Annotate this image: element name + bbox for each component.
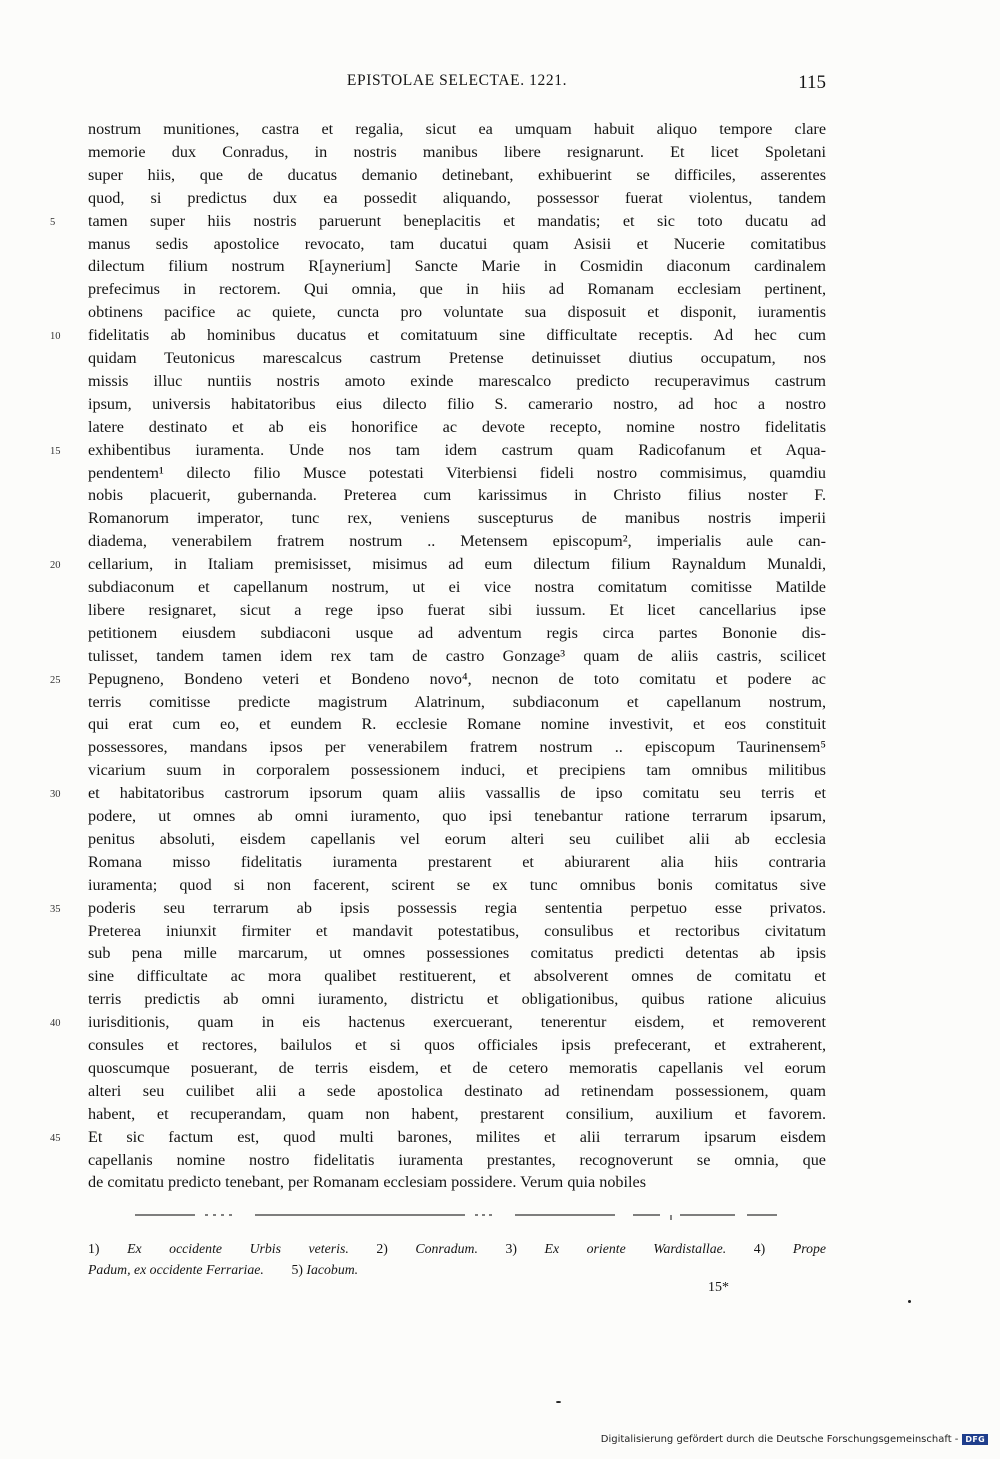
speck [908,1300,911,1303]
dfg-logo: DFG [962,1434,988,1445]
text-line: qui erat cum eo, et eundem R. ecclesie Romane nomine investivit, et eos constituit [88,715,826,734]
text-line: possessores, mandans ipsos per venerabilem fratrem nostrum .. episcopum Taurinensem⁵ [88,738,826,757]
text-line: subdiaconum et capellanum nostrum, ut ei vice nostra comitatum comitisse Matilde [88,578,826,596]
text-line: penitus absoluti, eisdem capellanis vel eorum alteri seu cuilibet alii ab ecclesia [88,829,826,848]
text-line: diadema, venerabilem fratrem nostrum .. Metensem episcopum², imperialis aule can- [88,532,826,551]
footnote-5: 5) Iacobum. [291,1262,359,1277]
text-line: quoscumque posuerant, de terris eisdem, et de cetero memoratis capellanis vel eorum [88,1058,826,1077]
text-line: libere resignaret, sicut a rege ipso fuerat sibi iussum. Et licet cancellarius ipse [88,600,826,619]
text-line: Romana misso fidelitatis iuramenta prestarent et abiurarent alia hiis contraria [88,852,826,871]
text-line: Pepugneno, Bondeno veteri et Bondeno novo⁴, necnon de toto comitatu et podere ac [88,669,826,688]
text-line: nobis placuerit, gubernanda. Preterea cum karissimus in Christo filius noster F. [88,486,826,505]
text-line: cellarium, in Italiam premisisset, misimus ad eum dilectum filium Raynaldum Munaldi, [88,555,826,574]
text-line: poderis seu terrarum ab ipsis possessis regia sententia perpetuo esse privatos. [88,898,826,917]
line-number: 10 [50,331,61,343]
line-number: 40 [50,1018,61,1030]
text-line: prefecimus in rectorem. Qui omnia, que in hiis ad Romanam ecclesiam pertinent, [88,280,826,299]
text-line: exhibentibus iuramenta. Unde nos tam idem castrum quam Radicofanum et Aqua- [88,440,826,459]
footnote-4: 4) Prope [753,1241,827,1256]
footnote-2: 2) Conradum. [376,1241,478,1256]
footnotes-line-2 [88,1260,826,1280]
text-line: sine difficultate ac mora qualibet restituerent, et absolverent omnes de comitatu et [88,967,826,986]
signature-mark: 15* [708,1280,729,1295]
line-number: 15 [50,445,61,457]
text-line: iurisditionis, quam in eis hactenus exercuerant, tenerentur eisdem, et removerent [88,1013,826,1032]
text-line: pendentem¹ dilecto filio Musce potestati Viterbiensi fideli nostro commisimus, quamdiu [88,463,826,482]
text-line: sub pena mille marcarum, ut omnes possessiones comitatus predicti detentas ab ipsis [88,944,826,963]
text-line: petitionem eiusdem subdiaconi usque ad adventum regis circa partes Bononie dis- [88,623,826,642]
credit-text: Digitalisierung gefördert durch die Deutsche Forschungsgemeinschaft - [600,1434,959,1445]
text-line: tamen super hiis nostris paruerunt beneplacitis et mandatis; et sic toto ducatu ad [88,211,826,230]
text-line: nostrum munitiones, castra et regalia, sicut ea umquam habuit aliquo tempore clare [88,120,826,138]
text-line: alteri seu cuilibet alii a sede apostolica destinato ad retinendam possessionem, quam [88,1081,826,1100]
footnotes-line-1 [88,1239,826,1259]
running-title: EPISTOLAE SELECTAE. 1221. [346,72,568,89]
text-line: capellanis nomine nostro fidelitatis iuramenta prestantes, recognoverunt se omnia, que [88,1150,826,1169]
digitization-credit [601,1434,988,1445]
line-number: 25 [50,674,61,686]
text-line: habent, et recuperandam, quam non habent, prestarent consilium, auxilium et favorem. [88,1104,826,1123]
text-line: manus sedis apostolice revocato, tam ducatui quam Asisii et Nucerie comitatibus [88,234,826,253]
text-line: dilectum filium nostrum R[aynerium] Sancte Marie in Cosmidin diaconum cardinalem [88,257,826,276]
text-line: tulisset, tandem tamen idem rex tam de castro Gonzage³ quam de aliis castris, scilicet [88,646,826,665]
text-line: memorie dux Conradus, in nostris manibus libere resignarunt. Et licet Spoletani [88,142,826,161]
footnote-1: 1) Ex occidente Urbis veteris. [88,1241,349,1256]
text-line: terris predictis ab omni iuramento, districtu et obligationibus, quibus ratione alicuius [88,990,826,1009]
text-line: podere, ut omnes ab omni iuramento, quo ipsi tenebantur ratione terrarum ipsarum, [88,807,826,825]
footnote-separator [135,1212,777,1220]
text-line: latere destinato et ab eis honorifice ac devote recepto, nomine nostro fidelitatis [88,417,826,436]
footnote-4-cont: Padum, ex occidente Ferrariae. [88,1262,264,1277]
text-line: terris comitisse predicte magistrum Alatrinum, subdiaconum et capellanum nostrum, [88,692,826,711]
text-line: missis illuc nuntiis nostris amoto exinde marescalco predicto recuperavimus castrum [88,371,826,390]
text-line: fidelitatis ab hominibus ducatus et comitatuum sine difficultate receptis. Ad hec cum [88,326,826,345]
text-line: consules et rectores, bailulos et si quos officiales ipsis prefecerant, et extraherent, [88,1036,826,1054]
page-number: 115 [798,72,826,93]
text-line: quod, si predictus dux ea possedit aliquando, possessor fuerat violentus, tandem [88,188,826,207]
text-line: de comitatu predicto tenebant, per Romanam ecclesiam possidere. Verum quia nobiles [88,1173,646,1192]
text-line: et habitatoribus castrorum ipsorum quam aliis vassallis de ipso comitatu seu terris et [88,784,826,803]
text-line: ipsum, universis habitatoribus eius dilecto filio S. camerario nostro, ad hoc a nostro [88,394,826,413]
speck [556,1401,561,1403]
text-line: super hiis, que de ducatus demanio detinebant, exhibuerint se difficiles, asserentes [88,165,826,184]
footnote-3: 3) Ex oriente Wardistallae. [505,1241,727,1256]
text-line: obtinens pacifice ac quiete, cuncta pro voluntate sua disposuit et disponit, iuramentis [88,303,826,322]
line-number: 5 [50,216,56,228]
text-line: Romanorum imperator, tunc rex, veniens suscepturus de manibus nostris imperii [88,509,826,528]
line-number: 35 [50,903,61,915]
text-line: iuramenta; quod si non facerent, scirent se ex tunc omnibus bonis comitatus sive [88,875,826,894]
text-line: vicarium suum in corporalem possessionem induci, et precipiens tam omnibus militibus [88,761,826,780]
line-number: 20 [50,560,61,572]
text-line: Et sic factum est, quod multi barones, milites et alii terrarum ipsarum eisdem [88,1127,826,1146]
line-number: 45 [50,1132,61,1144]
text-line: Preterea iniunxit firmiter et mandavit potestatibus, consulibus et rectoribus civitatum [88,921,826,940]
text-line: quidam Teutonicus marescalcus castrum Pretense detinuisset diutius occupatum, nos [88,349,826,367]
line-number: 30 [50,789,61,801]
page-header [88,72,826,102]
